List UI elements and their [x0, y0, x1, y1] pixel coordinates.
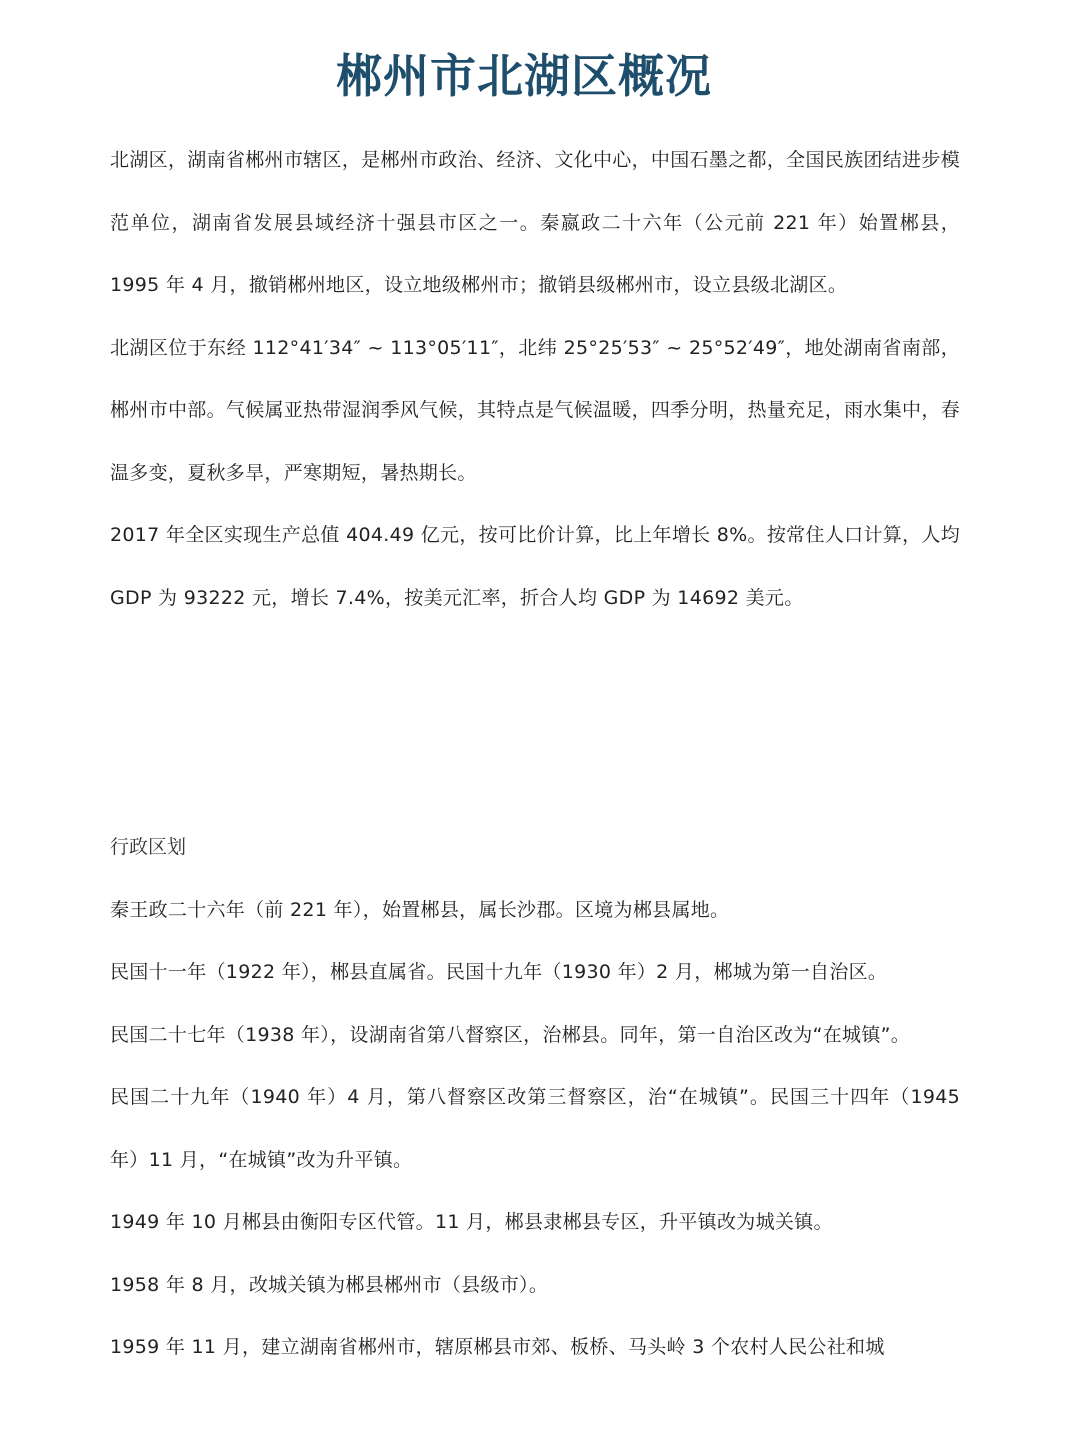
section-paragraph-3: 民国二十七年（1938 年），设湖南省第八督察区，治郴县。同年，第一自治区改为“在城镇”。 [110, 1023, 911, 1046]
section-paragraph-7: 1959 年 11 月，建立湖南省郴州市，辖原郴县市郊、板桥、马头岭 3 个农村人民公社和城 [110, 1336, 885, 1358]
section-paragraph-5: 1949 年 10 月郴县由衡阳专区代管。11 月，郴县隶郴县专区，升平镇改为城关镇。 [110, 1211, 833, 1233]
intro-paragraph-2: 北湖区位于东经 112°41′34″ ~ 113°05′11″，北纬 25°25′53″ ~ 25°52′49″，地处湖南省南部，郴州市中部。气候属亚热带湿润季风气候，其特点是气候温暖，四季分明，热量充足，雨水集中，春温多变，夏秋多旱，严寒期短，暑热期长。 [110, 336, 960, 484]
intro-section [110, 129, 960, 629]
section-paragraph-6: 1958 年 8 月，改城关镇为郴县郴州市（县级市）。 [110, 1273, 549, 1296]
admin-division-section [110, 816, 960, 1379]
intro-paragraph-3: 2017 年全区实现生产总值 404.49 亿元，按可比价计算，比上年增长 8%。按常住人口计算，人均 GDP 为 93222 元，增长 7.4%，按美元汇率，折合人均 GDP 为 14692 美元。 [110, 524, 960, 609]
page-title: 郴州市北湖区概况 [336, 49, 712, 103]
section-paragraph-2: 民国十一年（1922 年），郴县直属省。民国十九年（1930 年）2 月，郴城为第一自治区。 [110, 961, 888, 983]
section-heading: 行政区划 [110, 836, 187, 858]
intro-paragraph-1: 北湖区，湖南省郴州市辖区，是郴州市政治、经济、文化中心，中国石墨之都，全国民族团结进步模范单位，湖南省发展县域经济十强县市区之一。秦嬴政二十六年（公元前 221 年）始置郴县，1995 年 4 月，撤销郴州地区，设立地级郴州市；撤销县级郴州市，设立县级北湖区。 [110, 149, 960, 296]
section-paragraph-1: 秦王政二十六年（前 221 年），始置郴县，属长沙郡。区境为郴县属地。 [110, 898, 730, 921]
section-paragraph-4: 民国二十九年（1940 年）4 月，第八督察区改第三督察区，治“在城镇”。民国三十四年（1945 年）11 月，“在城镇”改为升平镇。 [110, 1086, 960, 1171]
